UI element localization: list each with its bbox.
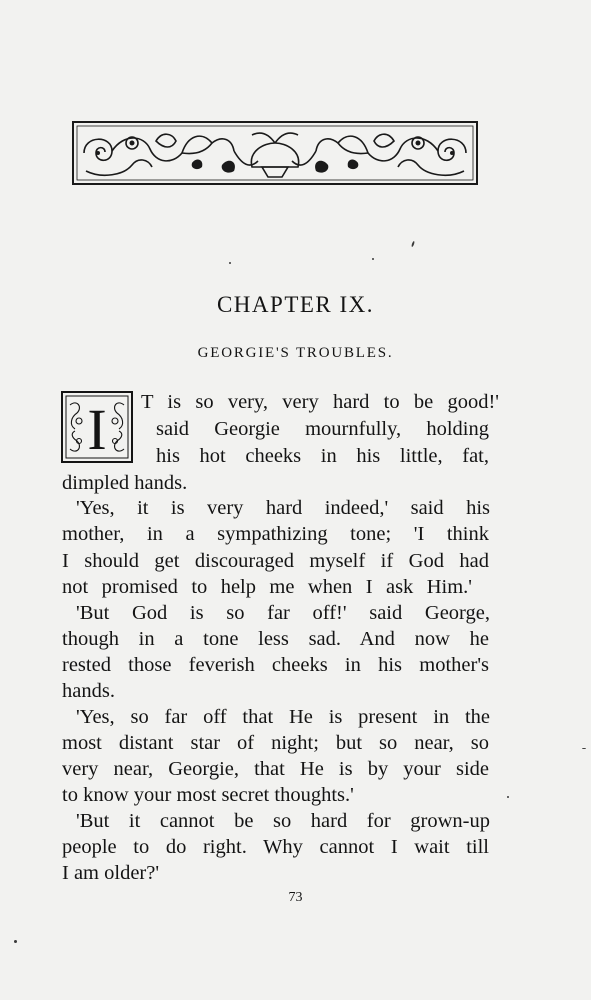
text-line: people to do right. Why cannot I wait till [62, 836, 489, 858]
text-line: T is so very, very hard to be good!' [141, 391, 499, 413]
text-line: though in a tone less sad. And now he [62, 628, 489, 650]
text-line: dimpled hands. [62, 472, 188, 494]
text-line: 'Yes, so far off that He is present in the [76, 706, 490, 728]
chapter-subtitle: GEORGIE'S TROUBLES. [197, 345, 394, 361]
text-line: I am older?' [62, 862, 160, 884]
drop-cap-initial [61, 391, 133, 463]
text-line: very near, Georgie, that He is by your side [62, 758, 489, 780]
page-number: 73 [288, 890, 303, 905]
paper-speck [372, 258, 374, 260]
paper-speck [582, 748, 586, 749]
paper-speck [411, 241, 415, 247]
text-line: his hot cheeks in his little, fat, [156, 445, 489, 467]
text-line: 'Yes, it is very hard indeed,' said his [76, 497, 490, 519]
text-line: 'But God is so far off!' said George, [76, 602, 490, 624]
paper-speck [229, 262, 231, 264]
text-line: I should get discouraged myself if God had [62, 550, 489, 572]
drop-cap-letter: I [87, 397, 107, 462]
text-line: not promised to help me when I ask Him.' [62, 576, 472, 598]
paper-speck [507, 796, 509, 798]
decorative-headpiece [72, 121, 478, 185]
text-line: most distant star of night; but so near, so [62, 732, 489, 754]
text-line: mother, in a sympathizing tone; 'I think [62, 523, 489, 545]
paper-speck [14, 940, 17, 943]
text-line: rested those feverish cheeks in his mother's [62, 654, 489, 676]
chapter-heading: CHAPTER IX. [216, 292, 375, 317]
text-line: 'But it cannot be so hard for grown-up [76, 810, 490, 832]
text-line: hands. [62, 680, 115, 702]
text-line: to know your most secret thoughts.' [62, 784, 354, 806]
text-line: said Georgie mournfully, holding [156, 418, 489, 440]
